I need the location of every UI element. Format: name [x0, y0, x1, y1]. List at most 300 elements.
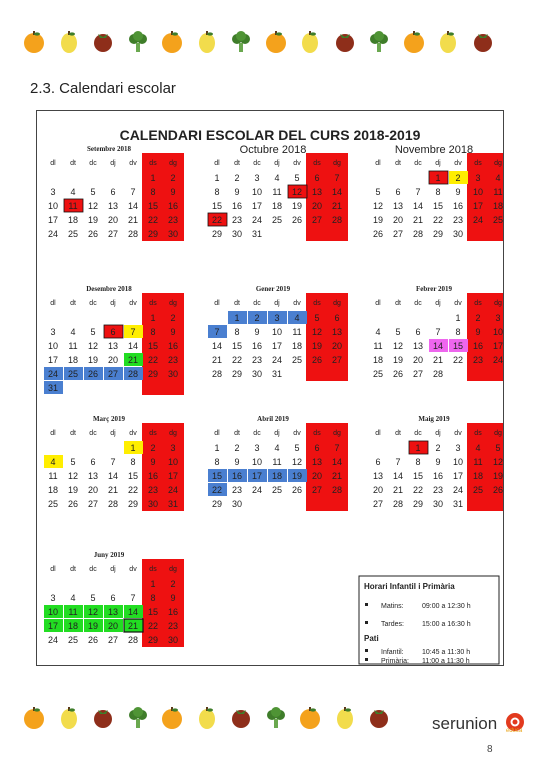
day-number: 1: [214, 173, 220, 183]
weekday-header: dg: [169, 160, 177, 167]
day-number: 30: [251, 369, 263, 379]
weekday-header: dt: [70, 300, 76, 307]
lemon-icon: [57, 706, 81, 730]
day-number: 4: [475, 443, 481, 453]
day-number: 5: [375, 187, 381, 197]
day-number: 22: [231, 355, 243, 365]
day-number: 7: [334, 173, 340, 183]
pati-label: Primària:: [381, 658, 410, 665]
day-number: 5: [495, 443, 501, 453]
month-block: [44, 551, 184, 647]
day-number: 9: [234, 457, 240, 467]
bottom-decoration-row: [22, 706, 402, 734]
weekend-band: [306, 293, 348, 381]
day-number: 22: [432, 215, 444, 225]
day-number: 14: [127, 201, 139, 211]
weekday-header: dv: [454, 160, 462, 167]
day-number: 26: [87, 229, 99, 239]
day-number: 6: [415, 327, 421, 337]
day-number: 2: [254, 313, 260, 323]
berry-icon: [229, 706, 253, 730]
day-number: 17: [167, 471, 179, 481]
weekday-header: dc: [414, 430, 422, 437]
day-number: 21: [127, 355, 139, 365]
day-number: 17: [47, 355, 59, 365]
day-number: 14: [331, 457, 343, 467]
day-number: 9: [170, 327, 176, 337]
weekday-header: dc: [253, 160, 261, 167]
day-number: 26: [492, 485, 503, 495]
orange-icon: [160, 30, 184, 54]
day-number: 26: [392, 369, 404, 379]
day-number: 26: [291, 485, 303, 495]
day-number: 3: [50, 187, 56, 197]
day-number: 15: [432, 201, 444, 211]
weekday-header: dg: [169, 430, 177, 437]
day-number: 29: [147, 369, 159, 379]
day-number: 11: [272, 457, 282, 467]
orange-icon: [22, 706, 46, 730]
weekday-header: dc: [253, 300, 261, 307]
weekday-header: ds: [313, 160, 321, 167]
day-number: 5: [294, 173, 300, 183]
day-number: 12: [372, 201, 384, 211]
day-number: 17: [492, 341, 503, 351]
weekday-header: dl: [50, 300, 56, 307]
day-number: 29: [432, 229, 444, 239]
day-number: 21: [127, 215, 139, 225]
lemon-icon: [195, 30, 219, 54]
weekday-header: dt: [70, 430, 76, 437]
day-number: 8: [214, 457, 220, 467]
day-number: 22: [147, 621, 159, 631]
day-number: 5: [70, 457, 76, 467]
top-decoration-row: [22, 30, 522, 58]
month-name: Novembre 2018: [394, 144, 474, 156]
day-number: 25: [67, 635, 79, 645]
day-number: 31: [452, 499, 464, 509]
day-number: 18: [271, 471, 283, 481]
section-heading: 2.3. Calendari escolar: [30, 80, 176, 97]
day-number: 21: [331, 471, 343, 481]
day-number: 5: [395, 327, 401, 337]
schedule-box: [359, 576, 499, 665]
day-number: 30: [231, 229, 243, 239]
day-number: 15: [452, 341, 464, 351]
day-number: 4: [274, 443, 280, 453]
day-number: 22: [211, 215, 223, 225]
day-number: 19: [492, 471, 503, 481]
day-number: 21: [392, 485, 404, 495]
day-number: 3: [254, 443, 260, 453]
day-number: 24: [492, 355, 503, 365]
day-number: 7: [435, 327, 441, 337]
day-number: 16: [472, 341, 484, 351]
month-name: Febrer 2019: [415, 285, 453, 293]
day-number: 13: [331, 327, 343, 337]
day-number: 3: [455, 443, 461, 453]
day-number: 10: [492, 327, 503, 337]
day-number: 8: [150, 187, 156, 197]
day-number: 22: [147, 215, 159, 225]
day-number: 28: [331, 485, 343, 495]
day-number: 16: [167, 201, 179, 211]
day-number: 20: [412, 355, 424, 365]
day-number: 18: [271, 201, 283, 211]
day-number: 23: [432, 485, 444, 495]
day-number: 30: [231, 499, 243, 509]
weekday-header: dt: [70, 566, 76, 573]
weekday-header: dl: [214, 160, 220, 167]
day-number: 23: [147, 485, 159, 495]
day-number: 6: [90, 457, 96, 467]
berry-icon: [91, 30, 115, 54]
weekday-header: dt: [234, 430, 240, 437]
day-number: 2: [234, 443, 240, 453]
day-number: 31: [167, 499, 179, 509]
month-block: [373, 285, 503, 381]
month-name: Maig 2019: [418, 415, 450, 423]
weekday-header: dj: [110, 566, 116, 573]
day-number: 18: [472, 471, 484, 481]
day-number: 28: [432, 369, 444, 379]
schedule-value: 09:00 a 12:30 h: [422, 603, 471, 610]
day-number: 31: [47, 383, 59, 393]
weekday-header: ds: [149, 300, 157, 307]
day-number: 31: [251, 229, 263, 239]
day-number: 22: [127, 485, 139, 495]
day-number: 18: [67, 621, 79, 631]
day-number: 19: [372, 215, 384, 225]
day-number: 24: [472, 215, 484, 225]
day-number: 17: [47, 215, 59, 225]
weekday-header: dl: [375, 300, 381, 307]
day-number: 4: [70, 327, 76, 337]
weekday-header: ds: [474, 300, 482, 307]
day-number: 20: [392, 215, 404, 225]
day-number: 26: [291, 215, 303, 225]
weekday-header: dt: [395, 160, 401, 167]
day-number: 5: [90, 593, 96, 603]
day-number: 6: [375, 457, 381, 467]
bullet-icon: [365, 649, 368, 652]
day-number: 25: [372, 369, 384, 379]
day-number: 9: [435, 457, 441, 467]
day-number: 19: [67, 485, 79, 495]
day-number: 23: [231, 215, 243, 225]
day-number: 17: [47, 621, 59, 631]
weekday-header: dj: [274, 430, 280, 437]
bullet-icon: [365, 658, 368, 661]
day-number: 4: [495, 173, 501, 183]
day-number: 23: [231, 485, 243, 495]
day-number: 14: [392, 471, 404, 481]
day-number: 10: [271, 327, 283, 337]
month-name: Desembre 2018: [86, 285, 132, 293]
month-block: [208, 415, 348, 511]
day-number: 7: [130, 327, 136, 337]
day-number: 28: [211, 369, 223, 379]
day-number: 15: [147, 201, 159, 211]
day-number: 1: [150, 313, 156, 323]
weekday-header: ds: [149, 160, 157, 167]
day-number: 16: [432, 471, 444, 481]
day-number: 25: [492, 215, 503, 225]
day-number: 12: [492, 457, 503, 467]
weekday-header: dv: [293, 430, 301, 437]
day-number: 18: [47, 485, 59, 495]
schedule-label: Matins:: [381, 603, 404, 610]
day-number: 9: [170, 187, 176, 197]
weekday-header: dl: [375, 160, 381, 167]
day-number: 22: [211, 485, 223, 495]
day-number: 20: [107, 621, 119, 631]
day-number: 11: [48, 471, 58, 481]
weekday-header: ds: [313, 430, 321, 437]
month-block: [44, 415, 184, 511]
day-number: 11: [493, 187, 503, 197]
day-number: 24: [452, 485, 464, 495]
day-number: 21: [412, 215, 424, 225]
day-number: 2: [475, 313, 481, 323]
day-number: 19: [87, 355, 99, 365]
day-number: 27: [331, 355, 343, 365]
day-number: 3: [170, 443, 176, 453]
day-number: 5: [314, 313, 320, 323]
day-number: 11: [272, 187, 282, 197]
day-number: 30: [167, 229, 179, 239]
day-number: 27: [107, 635, 119, 645]
weekday-header: ds: [474, 430, 482, 437]
day-number: 23: [251, 355, 263, 365]
day-number: 22: [147, 355, 159, 365]
berry-icon: [471, 30, 495, 54]
day-number: 19: [291, 201, 303, 211]
day-number: 15: [231, 341, 243, 351]
day-number: 21: [331, 201, 343, 211]
day-number: 26: [87, 635, 99, 645]
day-number: 19: [87, 215, 99, 225]
month-block: [208, 285, 348, 381]
day-number: 3: [50, 593, 56, 603]
day-number: 19: [87, 621, 99, 631]
day-number: 14: [127, 341, 139, 351]
weekday-header: ds: [149, 566, 157, 573]
weekday-header: dl: [50, 566, 56, 573]
day-number: 25: [472, 485, 484, 495]
day-number: 7: [334, 443, 340, 453]
day-number: 17: [271, 341, 283, 351]
weekday-header: dl: [375, 430, 381, 437]
weekday-header: dl: [214, 300, 220, 307]
lemon-icon: [436, 30, 460, 54]
day-number: 13: [392, 201, 404, 211]
day-number: 21: [127, 621, 139, 631]
day-number: 2: [234, 173, 240, 183]
day-number: 3: [475, 173, 481, 183]
day-number: 9: [254, 327, 260, 337]
weekday-header: dg: [494, 430, 502, 437]
day-number: 11: [473, 457, 483, 467]
day-number: 15: [211, 471, 223, 481]
day-number: 25: [271, 215, 283, 225]
day-number: 20: [311, 201, 323, 211]
day-number: 11: [68, 607, 78, 617]
day-number: 10: [47, 201, 59, 211]
orange-icon: [298, 706, 322, 730]
day-number: 20: [87, 485, 99, 495]
day-number: 12: [87, 201, 99, 211]
weekday-header: dj: [110, 430, 116, 437]
brand-mark-icon: [504, 711, 526, 733]
day-number: 17: [472, 201, 484, 211]
day-number: 2: [170, 579, 176, 589]
orange-icon: [402, 30, 426, 54]
day-number: 20: [372, 485, 384, 495]
orange-icon: [160, 706, 184, 730]
month-name: Març 2019: [92, 415, 126, 423]
day-number: 16: [251, 341, 263, 351]
day-number: 29: [147, 229, 159, 239]
bullet-icon: [365, 603, 368, 606]
bullet-icon: [365, 621, 368, 624]
weekday-header: dv: [129, 430, 137, 437]
day-number: 11: [68, 201, 78, 211]
day-number: 15: [211, 201, 223, 211]
weekday-header: dj: [435, 160, 441, 167]
orange-icon: [22, 30, 46, 54]
day-number: 12: [311, 327, 323, 337]
weekday-header: ds: [313, 300, 321, 307]
day-number: 6: [110, 187, 116, 197]
weekend-band: [306, 423, 348, 511]
orange-icon: [264, 30, 288, 54]
weekday-header: dl: [214, 430, 220, 437]
day-number: 29: [127, 499, 139, 509]
day-number: 16: [231, 201, 243, 211]
weekend-band: [306, 153, 348, 241]
day-number: 12: [87, 341, 99, 351]
weekday-header: dg: [494, 300, 502, 307]
day-number: 5: [90, 327, 96, 337]
day-number: 10: [452, 457, 464, 467]
weekend-band: [142, 153, 184, 241]
day-number: 18: [372, 355, 384, 365]
weekday-header: dc: [414, 160, 422, 167]
weekday-header: dv: [129, 300, 137, 307]
day-number: 9: [234, 187, 240, 197]
month-name: Setembre 2018: [87, 145, 131, 153]
day-number: 27: [392, 229, 404, 239]
schedule-value: 15:00 a 16:30 h: [422, 621, 471, 628]
day-number: 8: [435, 187, 441, 197]
day-number: 12: [291, 457, 303, 467]
day-number: 8: [150, 327, 156, 337]
broccoli-icon: [264, 706, 288, 730]
lemon-icon: [298, 30, 322, 54]
day-number: 30: [452, 229, 464, 239]
page-number: 8: [487, 744, 493, 755]
day-number: 7: [415, 187, 421, 197]
weekday-header: dt: [70, 160, 76, 167]
day-number: 22: [412, 485, 424, 495]
weekday-header: dt: [395, 430, 401, 437]
weekday-header: dv: [293, 160, 301, 167]
day-number: 20: [331, 341, 343, 351]
weekend-band: [142, 423, 184, 511]
day-number: 25: [291, 355, 303, 365]
day-number: 6: [314, 173, 320, 183]
schedule-label: Tardes:: [381, 621, 404, 628]
day-number: 20: [311, 471, 323, 481]
weekday-header: dv: [129, 160, 137, 167]
day-number: 2: [455, 173, 461, 183]
day-number: 30: [167, 369, 179, 379]
day-number: 22: [452, 355, 464, 365]
day-number: 26: [67, 499, 79, 509]
weekday-header: dc: [414, 300, 422, 307]
day-number: 3: [254, 173, 260, 183]
lemon-icon: [57, 30, 81, 54]
day-number: 16: [167, 341, 179, 351]
day-number: 13: [107, 341, 119, 351]
brand-suffix: educa: [506, 728, 523, 733]
weekday-header: dv: [454, 430, 462, 437]
month-block: [44, 285, 184, 395]
weekday-header: dv: [129, 566, 137, 573]
day-number: 27: [311, 215, 323, 225]
month-name: Abril 2019: [257, 415, 289, 423]
day-number: 13: [107, 607, 119, 617]
weekday-header: ds: [474, 160, 482, 167]
month-name: Gener 2019: [255, 285, 291, 293]
day-number: 6: [110, 327, 116, 337]
weekday-header: dt: [395, 300, 401, 307]
day-number: 19: [291, 471, 303, 481]
month-block: [48, 145, 184, 241]
month-block: [373, 144, 503, 241]
day-number: 16: [167, 607, 179, 617]
day-number: 18: [67, 355, 79, 365]
weekday-header: dc: [89, 566, 97, 573]
day-number: 10: [472, 187, 484, 197]
day-number: 28: [107, 499, 119, 509]
broccoli-icon: [126, 30, 150, 54]
day-number: 14: [107, 471, 119, 481]
weekday-header: dl: [50, 430, 56, 437]
brand-name: serunion: [432, 714, 498, 733]
day-number: 7: [130, 187, 136, 197]
weekday-header: dg: [169, 566, 177, 573]
day-number: 19: [392, 355, 404, 365]
day-number: 15: [147, 607, 159, 617]
day-number: 24: [167, 485, 179, 495]
day-number: 15: [412, 471, 424, 481]
brand-logo: [432, 714, 497, 734]
weekday-header: dj: [110, 300, 116, 307]
day-number: 9: [150, 457, 156, 467]
day-number: 4: [50, 457, 56, 467]
day-number: 2: [150, 443, 156, 453]
day-number: 24: [251, 485, 263, 495]
day-number: 8: [214, 187, 220, 197]
day-number: 23: [167, 621, 179, 631]
day-number: 6: [314, 443, 320, 453]
weekday-header: dc: [89, 160, 97, 167]
day-number: 16: [231, 471, 243, 481]
pati-value: 10:45 a 11:30 h: [422, 649, 471, 656]
day-number: 27: [107, 229, 119, 239]
